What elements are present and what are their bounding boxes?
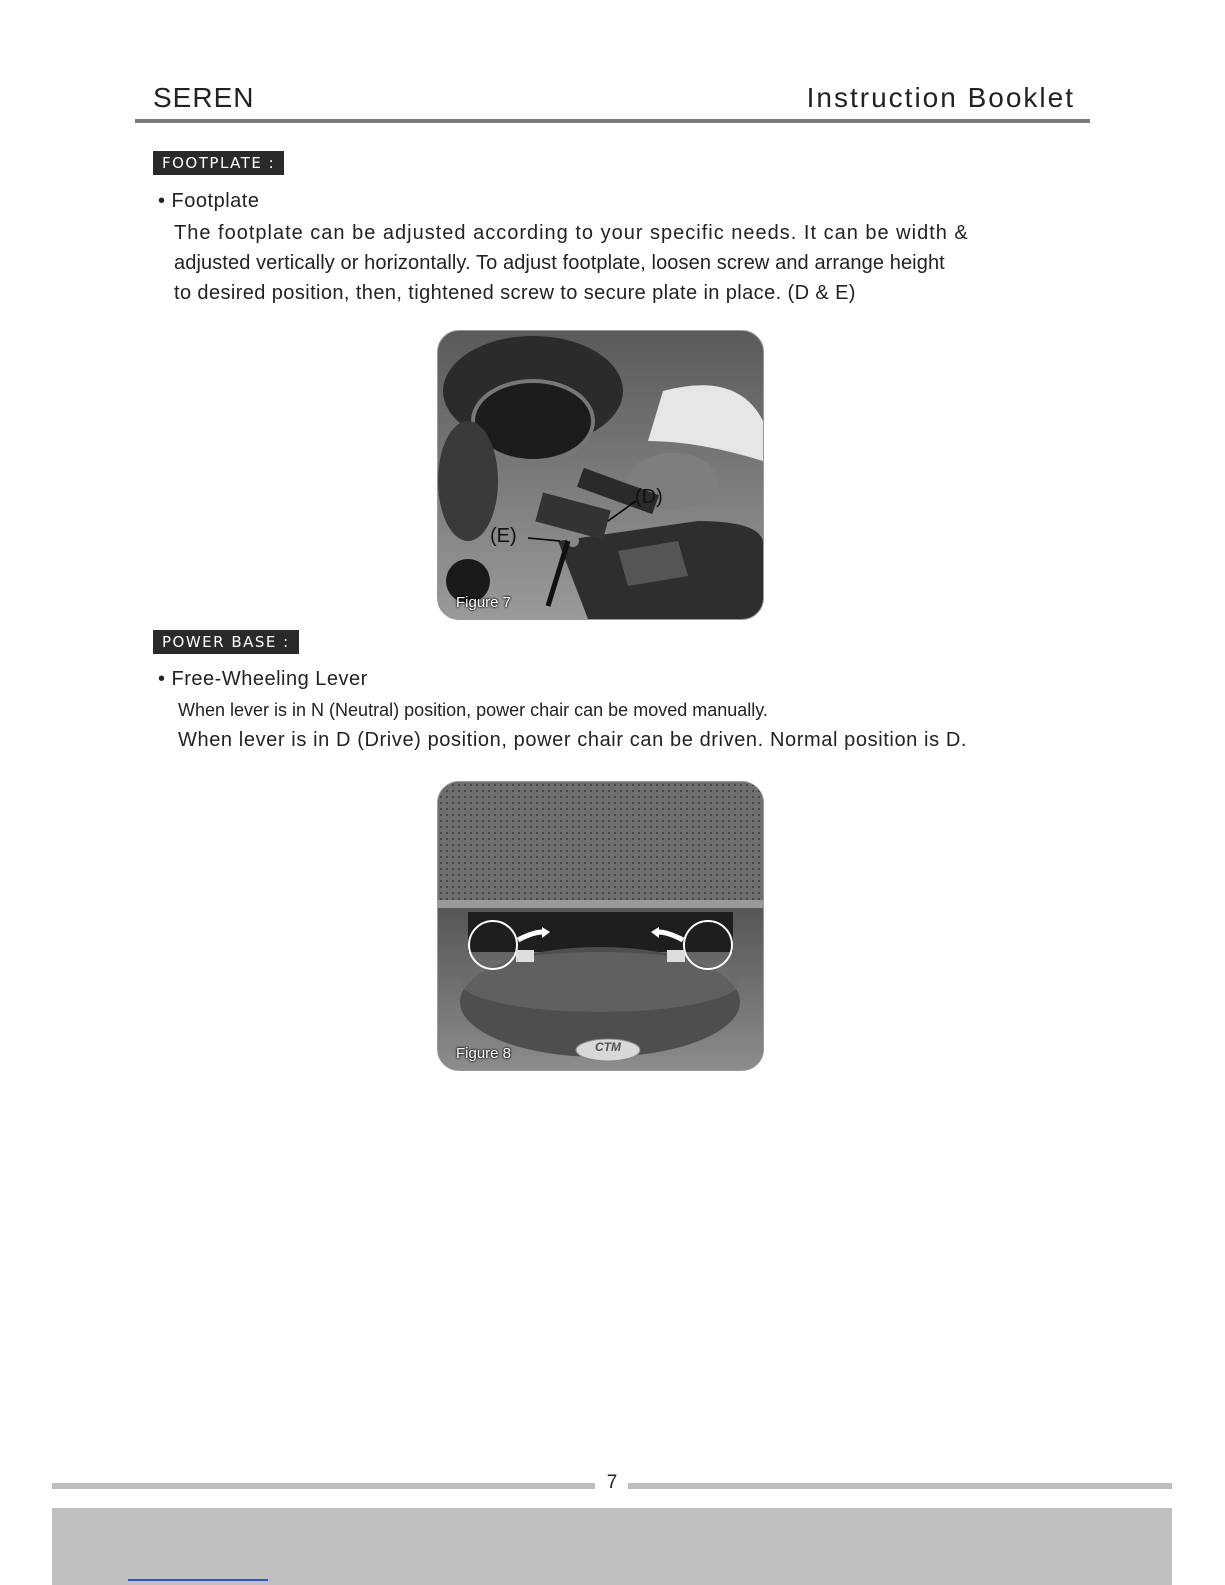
footer-divider-right (628, 1483, 1172, 1489)
callout-d: (D) (635, 486, 663, 508)
lever-text-line-1: When lever is in N (Neutral) position, power chair can be moved manually. (178, 700, 768, 720)
footer-link-underline[interactable] (128, 1579, 268, 1581)
power-base-photo-illustration (438, 782, 763, 1070)
page-number: 7 (606, 1472, 618, 1493)
header-divider (135, 119, 1090, 123)
footer-divider-left (52, 1483, 595, 1489)
bullet-free-wheeling-lever: • Free-Wheeling Lever (158, 668, 368, 690)
bullet-footplate: • Footplate (158, 190, 260, 212)
footplate-text-line-2: adjusted vertically or horizontally. To adjust footplate, loosen screw and arrange height (174, 252, 945, 274)
figure-8-photo (437, 781, 764, 1071)
figure-7-caption: Figure 7 (456, 594, 512, 611)
figure-8-caption: Figure 8 (456, 1045, 512, 1062)
footplate-text-line-3: to desired position, then, tightened screw to secure plate in place. (D & E) (174, 282, 856, 304)
footplate-photo-illustration (438, 331, 763, 619)
footplate-text-line-1: The footplate can be adjusted according to your specific needs. It can be width & (174, 222, 969, 244)
section-tag-power-base: POWER BASE : (153, 630, 299, 654)
lever-text-line-2: When lever is in D (Drive) position, power chair can be driven. Normal position is D. (178, 729, 968, 751)
ctm-logo: CTM (595, 1040, 621, 1054)
footer-band (52, 1508, 1172, 1585)
figure-7-photo (437, 330, 764, 620)
brand-name: SEREN (153, 82, 255, 113)
document-title: Instruction Booklet (806, 82, 1075, 113)
section-tag-footplate: FOOTPLATE : (153, 151, 284, 175)
callout-e: (E) (490, 525, 517, 547)
